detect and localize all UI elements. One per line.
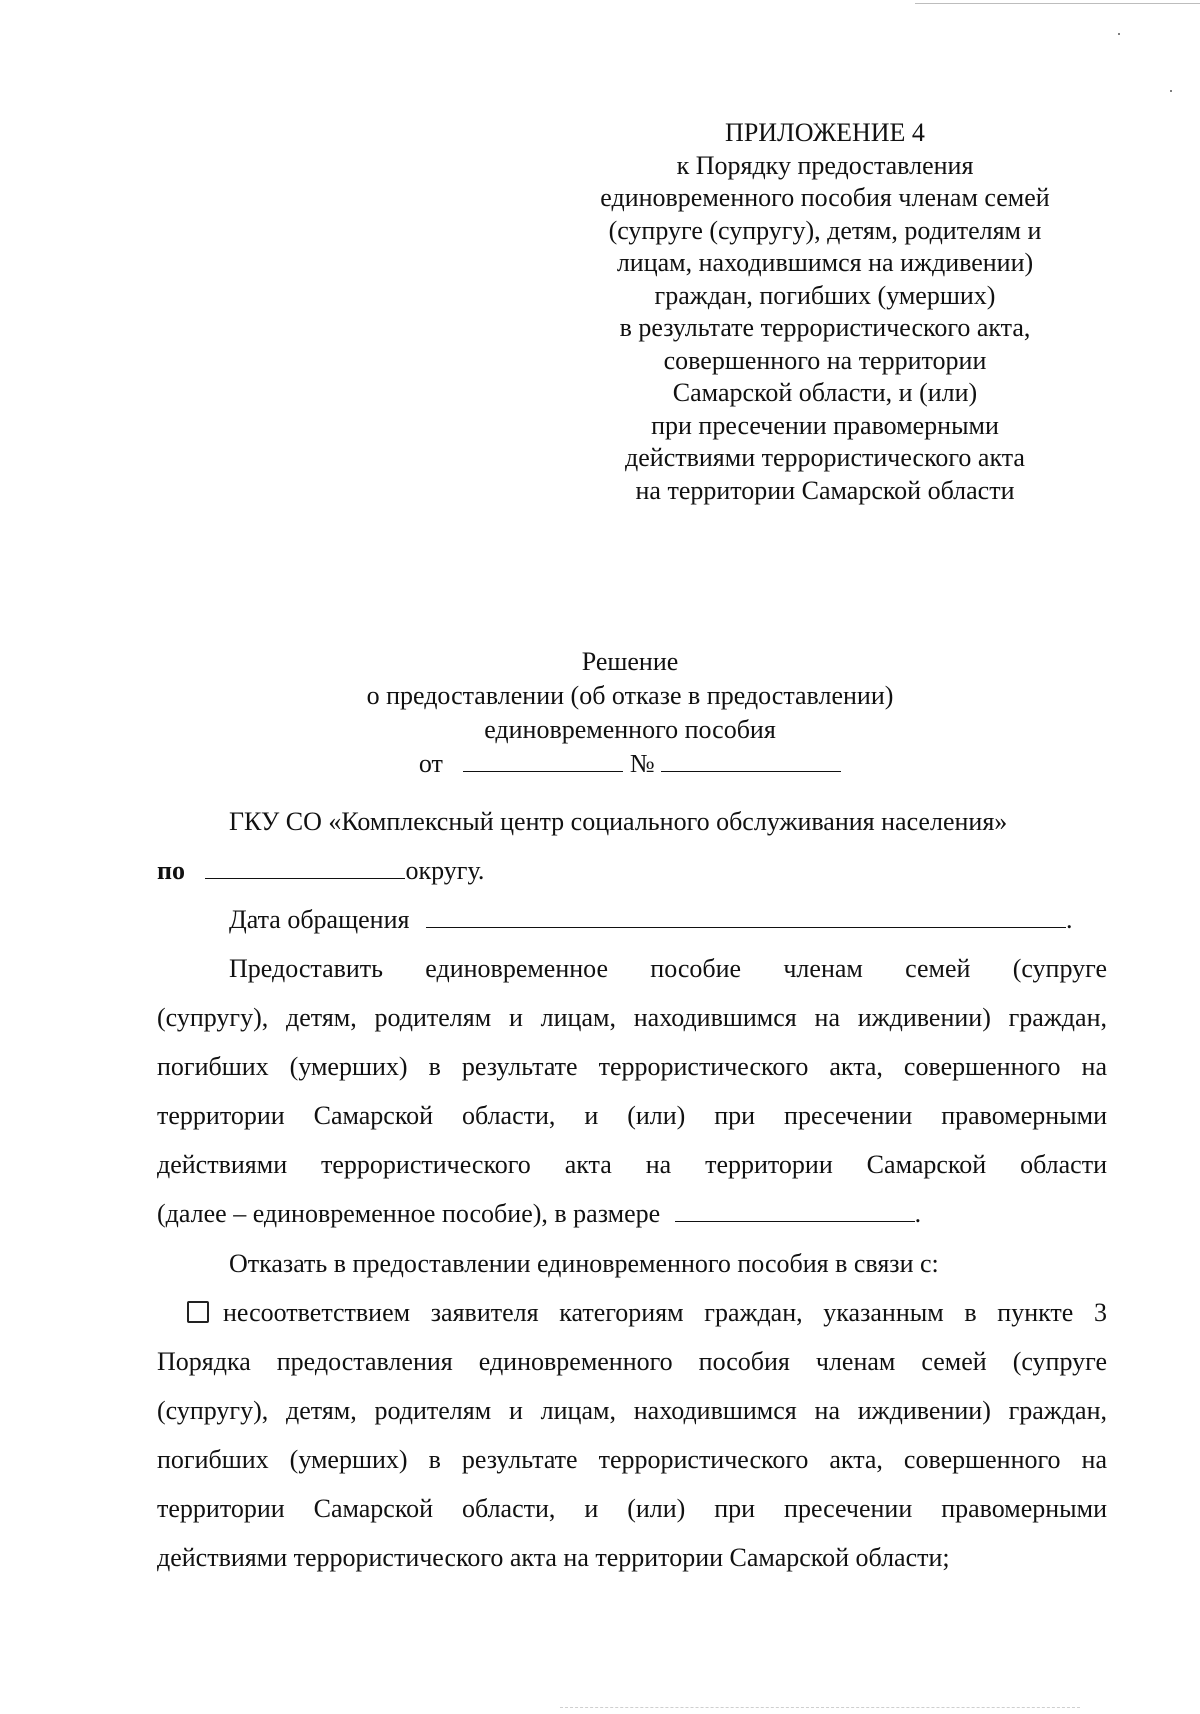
appendix-line: Самарской области, и (или) (672, 378, 978, 407)
appendix-title: ПРИЛОЖЕНИЕ 4 (725, 118, 925, 147)
paragraph-line: территории Самарской области, и (или) при пресечении правомерными (157, 1494, 1107, 1523)
appendix-line: единовременного пособия членам семей (600, 183, 1050, 212)
district-suffix: округу. (405, 856, 485, 885)
district-field[interactable] (205, 856, 405, 879)
amount-row (157, 1189, 1107, 1238)
application-date-label: Дата обращения (229, 905, 410, 934)
paragraph-line: Предоставить единовременное пособие членам семей (супруге (229, 954, 1107, 983)
refusal-reason-row (157, 1288, 1107, 1337)
scan-artifact-line (915, 3, 1200, 4)
appendix-line: граждан, погибших (умерших) (654, 280, 996, 310)
appendix-line: действиями террористического акта (625, 443, 1025, 472)
paragraph-line: территории Самарской области, и (или) при пресечении правомерными (157, 1101, 1107, 1130)
district-row (157, 846, 1107, 895)
paragraph-line: (супругу), детям, родителям и лицам, находившимся на иждивении) граждан, (157, 1003, 1107, 1032)
decision-subtitle: о предоставлении (об отказе в предоставлении) (366, 681, 894, 710)
organization-block (157, 797, 1107, 944)
date-prefix: от (418, 749, 443, 778)
refusal-reason-line: несоответствием заявителя категориям граждан, указанным в пункте 3 (223, 1298, 1107, 1327)
amount-end: . (914, 1199, 922, 1228)
paragraph-line: погибших (умерших) в результате террористического акта, совершенного на (157, 1052, 1107, 1081)
appendix-line: при пресечении правомерными (651, 410, 999, 440)
number-sign: № (629, 749, 655, 778)
paragraph-line: действиями террористического акта на территории Самарской области (157, 1150, 1107, 1179)
decision-title: Решение (581, 647, 679, 676)
paragraph-line: Порядка предоставления единовременного пособия членам семей (супруге (157, 1347, 1107, 1376)
appendix-line: (супруге (супругу), детям, родителям и (608, 215, 1042, 245)
scan-speck (1170, 90, 1172, 92)
amount-label: (далее – единовременное пособие), в размере (157, 1199, 661, 1228)
scan-speck (1118, 33, 1120, 35)
appendix-line: совершенного на территории (663, 345, 987, 375)
paragraph-line: (супругу), детям, родителям и лицам, находившимся на иждивении) граждан, (157, 1396, 1107, 1425)
amount-field[interactable] (675, 1199, 915, 1222)
application-date-end: . (1065, 905, 1073, 934)
grant-paragraph (157, 944, 1107, 1238)
refusal-section (157, 1239, 1107, 1582)
scan-artifact-line (560, 1707, 1080, 1708)
application-date-row (157, 895, 1107, 944)
appendix-line: к Порядку предоставления (676, 150, 974, 180)
refusal-reason-checkbox[interactable] (187, 1301, 209, 1323)
application-date-field[interactable] (426, 905, 1066, 928)
appendix-line: на территории Самарской области (635, 475, 1015, 505)
decision-header (300, 645, 960, 781)
district-prefix: по (157, 856, 185, 885)
refusal-intro: Отказать в предоставлении единовременного пособия в связи с: (229, 1249, 939, 1278)
appendix-header (560, 117, 1090, 507)
paragraph-line: действиями террористического акта на территории Самарской области; (157, 1543, 950, 1572)
appendix-line: в результате террористического акта, (619, 313, 1031, 342)
decision-date-number-row (300, 747, 960, 781)
decision-subtitle: единовременного пособия (484, 715, 776, 744)
paragraph-line: погибших (умерших) в результате террористического акта, совершенного на (157, 1445, 1107, 1474)
decision-date-field[interactable] (463, 749, 623, 772)
decision-number-field[interactable] (661, 749, 841, 772)
organization-line: ГКУ СО «Комплексный центр социального обслуживания населения» (229, 807, 1008, 836)
appendix-line: лицам, находившимся на иждивении) (616, 248, 1034, 277)
